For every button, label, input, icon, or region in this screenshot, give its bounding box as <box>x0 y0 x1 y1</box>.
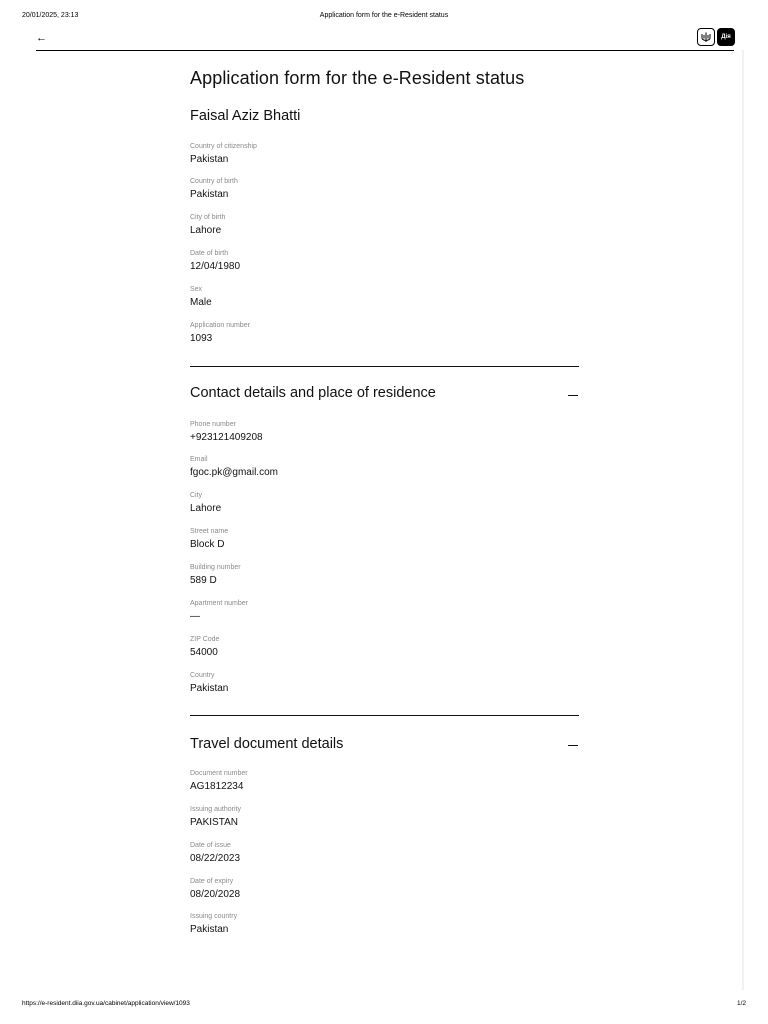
field-value: Lahore <box>190 225 222 236</box>
minus-icon <box>568 395 578 396</box>
field-label: Phone number <box>190 421 236 428</box>
page-edge-shadow <box>742 50 744 990</box>
field-phone-number <box>190 420 579 444</box>
field-label: Application number <box>190 322 250 329</box>
field-value: 1093 <box>190 333 213 344</box>
back-arrow-icon[interactable]: ← <box>36 32 47 44</box>
field-value: Lahore <box>190 503 222 514</box>
field-value: 08/20/2028 <box>190 889 241 900</box>
field-date-of-issue <box>190 841 579 865</box>
field-label: Country <box>190 672 215 679</box>
field-label: Country of citizenship <box>190 143 257 150</box>
print-datetime: 20/01/2025, 23:13 <box>22 12 79 19</box>
field-label: ZIP Code <box>190 636 220 643</box>
field-value: +923121409208 <box>190 432 263 443</box>
field-label: Document number <box>190 770 248 777</box>
print-url: https://e-resident.diia.gov.ua/cabinet/application/view/1093 <box>22 1000 190 1007</box>
applicant-name: Faisal Aziz Bhatti <box>190 108 301 124</box>
field-date-of-expiry <box>190 877 579 901</box>
field-label: City of birth <box>190 214 226 221</box>
section-title-contact: Contact details and place of residence <box>190 385 436 401</box>
print-footer <box>22 1000 746 1010</box>
field-issuing-country <box>190 912 579 936</box>
field-value: Pakistan <box>190 683 229 694</box>
field-label: Country of birth <box>190 178 238 185</box>
field-label: Apartment number <box>190 600 248 607</box>
field-label: Date of issue <box>190 842 231 849</box>
print-page-number: 1/2 <box>736 1000 746 1007</box>
print-header <box>22 12 746 24</box>
field-value: 589 D <box>190 575 217 586</box>
field-building-number <box>190 563 579 587</box>
field-value: AG1812234 <box>190 781 244 792</box>
field-value: 12/04/1980 <box>190 261 241 272</box>
section-divider <box>190 366 579 367</box>
minus-icon <box>568 745 578 746</box>
field-label: Street name <box>190 528 229 535</box>
field-country-of-citizenship <box>190 142 579 166</box>
field-value: Pakistan <box>190 189 229 200</box>
field-document-number <box>190 769 579 793</box>
field-label: Email <box>190 456 208 463</box>
field-label: Issuing country <box>190 913 238 920</box>
field-country <box>190 671 579 695</box>
field-date-of-birth <box>190 249 579 273</box>
collapse-contact-button[interactable] <box>568 389 579 401</box>
field-email <box>190 455 579 479</box>
trident-logo-icon <box>697 28 715 46</box>
top-bar <box>36 27 734 51</box>
print-document-title: Application form for the e-Resident status <box>319 12 449 19</box>
field-label: Sex <box>190 286 203 293</box>
field-label: Building number <box>190 564 241 571</box>
field-value: Pakistan <box>190 924 229 935</box>
field-application-number <box>190 321 579 345</box>
field-value: PAKISTAN <box>190 817 238 828</box>
field-label: City <box>190 492 203 499</box>
diia-logo: Дія <box>717 28 735 46</box>
field-value: 08/22/2023 <box>190 853 241 864</box>
field-issuing-authority <box>190 805 579 829</box>
field-zip-code <box>190 635 579 659</box>
field-street-name <box>190 527 579 551</box>
field-label: Date of expiry <box>190 878 234 885</box>
field-city <box>190 491 579 515</box>
field-apartment-number <box>190 599 579 623</box>
field-value: Male <box>190 297 212 308</box>
page-title: Application form for the e-Resident status <box>190 68 525 88</box>
field-value: fgoc.pk@gmail.com <box>190 467 278 478</box>
field-label: Date of birth <box>190 250 229 257</box>
field-sex <box>190 285 579 309</box>
field-city-of-birth <box>190 213 579 237</box>
field-value: 54000 <box>190 647 218 658</box>
section-title-travel: Travel document details <box>190 736 344 752</box>
field-label: Issuing authority <box>190 806 241 813</box>
field-country-of-birth <box>190 177 579 201</box>
field-value: Block D <box>190 539 225 550</box>
collapse-travel-button[interactable] <box>568 739 579 751</box>
field-value: — <box>190 611 200 622</box>
section-divider <box>190 715 579 716</box>
field-value: Pakistan <box>190 154 229 165</box>
